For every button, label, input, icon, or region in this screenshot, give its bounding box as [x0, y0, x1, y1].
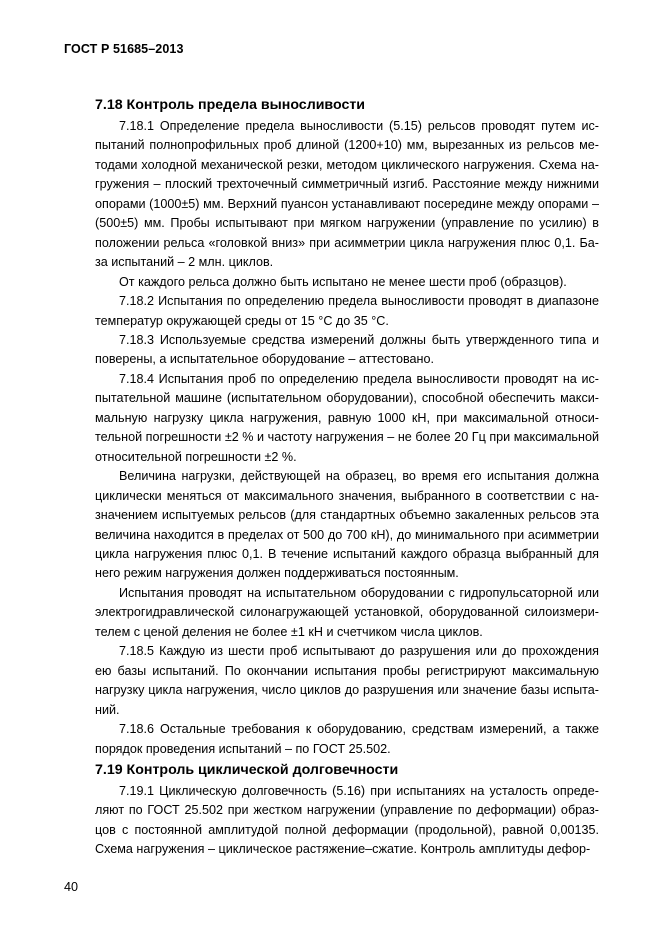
- paragraph: 7.19.1 Циклическую долговечность (5.16) при испытаниях на усталость определяют по ГОСТ 25.502 при жестком нагружении (управление по деформации) образцов с постоянной амплитудой полной деформации (продольной), равной 0,00135. Схема нагружения – циклическое растяжение–сжатие. Контроль амплитуды дефор-: [95, 783, 599, 857]
- paragraph: Величина нагрузки, действующей на образец, во время его испытания должна циклически меняться от максимального значения, выбранного в соответствии с назначением испытуемых рельсов (для стандартных объемно закаленных рельсов эта величина находится в пределах от 500 до 700 кН), до минимального при асимметрии цикла нагружения плюс 0,1. В течение испытаний каждого образца выбранный для него режим нагружения должен поддерживаться постоянным.: [95, 469, 599, 581]
- section-title-7-18: 7.18 Контроль предела выносливости: [95, 97, 366, 113]
- document-header: ГОСТ Р 51685–2013: [64, 42, 184, 56]
- paragraph: 7.18.4 Испытания проб по определению предела выносливости проводят на испытательной машине (испытательном оборудовании), способной обеспечить максимальную нагрузку цикла нагружения, равную 1000 кН, при максимальной относительной погрешности ±2 % и частоту нагружения – не более 20 Гц при максимальной относительной погрешности ±2 %.: [95, 371, 599, 464]
- paragraph: 7.18.5 Каждую из шести проб испытывают до разрушения или до прохождения ею базы испытаний. По окончании испытания пробы регистрируют максимальную нагрузку цикла нагружения, число циклов до разрушения или значение базы испытаний.: [95, 644, 599, 717]
- section-title-7-19: 7.19 Контроль циклической долговечности: [95, 761, 399, 778]
- paragraph: Испытания проводят на испытательном оборудовании с гидропульсаторной или электрогидравлической силонагружающей установкой, оборудованной силоизмерителем с ценой деления не более ±1 кН и счетчиком числа циклов.: [95, 585, 599, 639]
- paragraph: От каждого рельса должно быть испытано не менее шести проб (образцов).: [119, 274, 567, 289]
- paragraph: 7.18.2 Испытания по определению предела выносливости проводят в диапазоне температур окружающей среды от 15 °С до 35 °С.: [95, 294, 599, 328]
- paragraph: 7.18.6 Остальные требования к оборудованию, средствам измерений, а также порядок проведения испытаний – по ГОСТ 25.502.: [95, 722, 599, 756]
- document-body: [95, 96, 599, 860]
- paragraph: 7.18.3 Используемые средства измерений должны быть утвержденного типа и поверены, а испытательное оборудование – аттестовано.: [95, 332, 599, 367]
- page-number: 40: [64, 880, 79, 894]
- paragraph: 7.18.1 Определение предела выносливости (5.15) рельсов проводят путем испытаний полнопрофильных проб длиной (1200+10) мм, вырезанных из рельсов методами холодной механической резки, методом циклического нагружения. Схема нагружения – плоский трехточечный симметричный изгиб. Расстояние между нижними опорами (1000±5) мм. Верхний пуансон устанавливают посередине между опорами – (500±5) мм. Пробы испытывают при мягком нагружении (управление по усилию) в положении рельса «головкой вниз» при асимметрии цикла нагружения плюс 0,1. База испытаний – 2 млн. циклов.: [95, 119, 599, 270]
